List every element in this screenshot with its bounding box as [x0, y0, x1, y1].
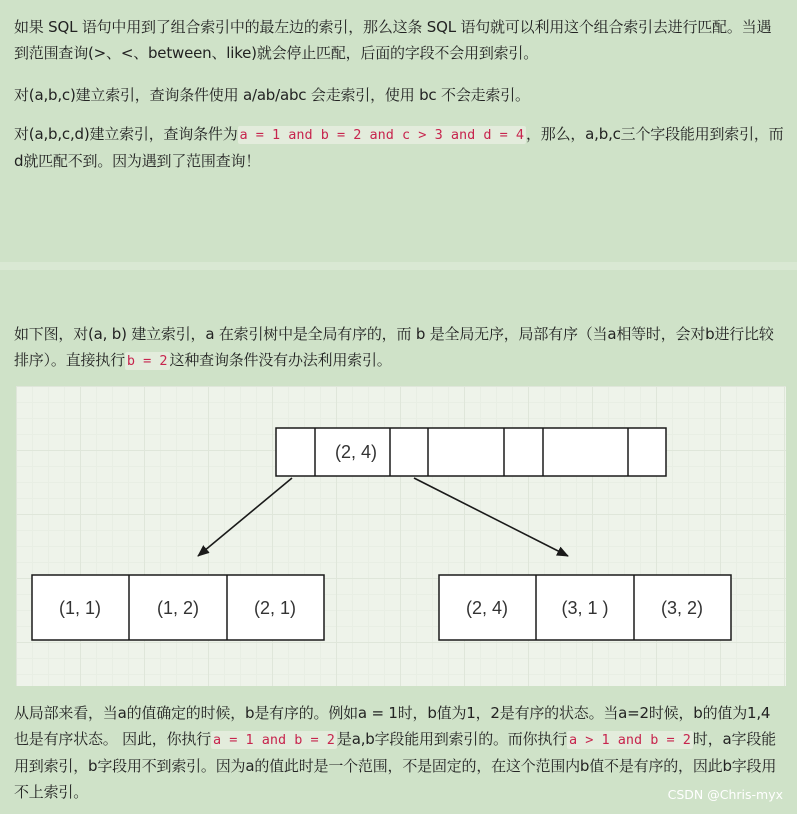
paragraph-text: 如下图，对(a, b) 建立索引，a 在索引树中是全局有序的，而 b 是全局无序，局部有序（当a相等时，会对b进行比较排序）。直接执行	[14, 325, 774, 369]
root-node	[276, 428, 666, 476]
inline-code: a > 1 and b = 2	[569, 732, 691, 748]
paragraph-text: 时，a字段能用到索引，b字段用不到索引。因为a的值此时是一个范围，不是固定的，在这个范围内b值不是有序的，因此b字段用不上索引。	[14, 730, 777, 801]
leaf-key: (3, 1 )	[561, 598, 609, 618]
leaf-key: (1, 2)	[156, 598, 200, 618]
arrow-right-child	[414, 478, 568, 556]
left-leaf-node	[32, 575, 324, 640]
paragraph-text: 如果 SQL 语句中用到了组合索引中的最左边的索引，那么这条 SQL 语句就可以利用这个组合索引去进行匹配。当遇到范围查询(>、<、between、like)就会停止匹配，后面的字段不会用到索引。	[14, 18, 772, 62]
section-divider	[0, 262, 797, 270]
paragraph-text: 对(a,b,c)建立索引，查询条件使用 a/ab/abc 会走索引，使用 bc 不会走索引。	[14, 86, 530, 104]
inline-code: a = 1 and b = 2	[212, 732, 335, 748]
inline-code: b = 2	[126, 353, 168, 369]
inline-code: a = 1 and b = 2 and c > 3 and d = 4	[239, 127, 524, 143]
leaf-key: (2, 4)	[465, 598, 509, 618]
paragraph-text: 这种查询条件没有办法利用索引。	[169, 351, 392, 369]
csdn-watermark: CSDN @Chris-myx	[667, 787, 783, 802]
leaf-key: (3, 2)	[660, 598, 704, 618]
paragraph-text: 是a,b字段能用到索引的。而你执行	[336, 730, 567, 748]
right-leaf-node	[439, 575, 731, 640]
paragraph-text: 从局部来看，当a的值确定的时候，b是有序的。例如a = 1时，b值为1，2是有序的状态。当a=2时候，b的值为1,4也是有序状态。 因此，你执行	[14, 704, 771, 748]
paragraph-abcd-example	[14, 121, 784, 174]
btree-diagram	[16, 386, 786, 686]
section-gap	[0, 240, 797, 262]
paragraph-abc-example	[14, 82, 784, 108]
arrow-left-child	[198, 478, 292, 556]
paragraph-leftmost-prefix	[14, 14, 784, 66]
paragraph-text: ，那么，a,b,c三个字段能用到索引，而d就匹配不到。因为遇到了范围查询！	[14, 125, 784, 170]
btree-svg	[16, 386, 786, 686]
leaf-key: (2, 1)	[253, 598, 297, 618]
paragraph-diagram-intro	[14, 321, 784, 374]
root-key: (2, 4)	[334, 442, 378, 462]
leaf-key: (1, 1)	[58, 598, 102, 618]
paragraph-text: 对(a,b,c,d)建立索引，查询条件为	[14, 125, 238, 143]
